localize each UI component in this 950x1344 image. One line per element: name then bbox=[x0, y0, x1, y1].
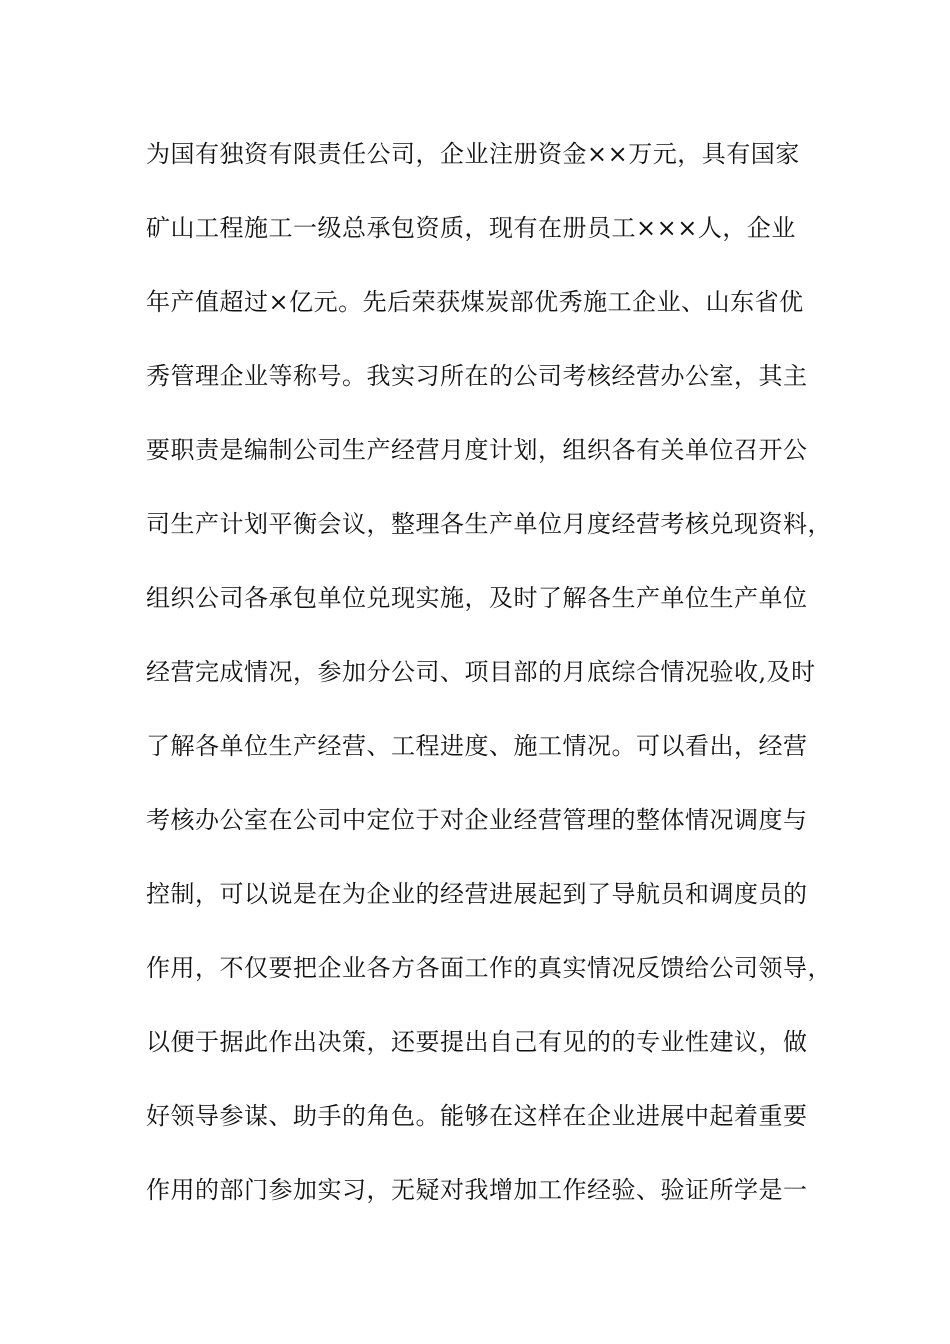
text-line: 年产值超过×亿元。先后荣获煤炭部优秀施工企业、山东省优 bbox=[146, 288, 804, 316]
text-line: 考核办公室在公司中定位于对企业经营管理的整体情况调度与 bbox=[146, 806, 808, 834]
text-line: 秀管理企业等称号。我实习所在的公司考核经营办公室，其主 bbox=[146, 362, 808, 390]
text-line: 作用的部门参加实习，无疑对我增加工作经验、验证所学是一 bbox=[146, 1176, 808, 1204]
text-line: 作用，不仅要把企业各方各面工作的真实情况反馈给公司领导， bbox=[146, 954, 832, 982]
text-line: 了解各单位生产经营、工程进度、施工情况。可以看出，经营 bbox=[146, 732, 808, 760]
text-line: 要职责是编制公司生产经营月度计划，组织各有关单位召开公 bbox=[146, 436, 808, 464]
text-line: 为国有独资有限责任公司，企业注册资金××万元，具有国家 bbox=[146, 140, 800, 168]
text-line: 司生产计划平衡会议，整理各生产单位月度经营考核兑现资料， bbox=[146, 510, 832, 538]
text-line: 组织公司各承包单位兑现实施，及时了解各生产单位生产单位 bbox=[146, 584, 808, 612]
text-line: 好领导参谋、助手的角色。能够在这样在企业进展中起着重要 bbox=[146, 1102, 808, 1130]
text-line: 控制，可以说是在为企业的经营进展起到了导航员和调度员的 bbox=[146, 880, 808, 908]
text-line: 经营完成情况，参加分公司、项目部的月底综合情况验收,及时 bbox=[146, 658, 816, 686]
body-paragraph bbox=[146, 132, 832, 1242]
text-line: 矿山工程施工一级总承包资质，现有在册员工×××人，企业 bbox=[146, 214, 796, 242]
text-line: 以便于据此作出决策，还要提出自己有见的的专业性建议，做 bbox=[146, 1028, 808, 1056]
